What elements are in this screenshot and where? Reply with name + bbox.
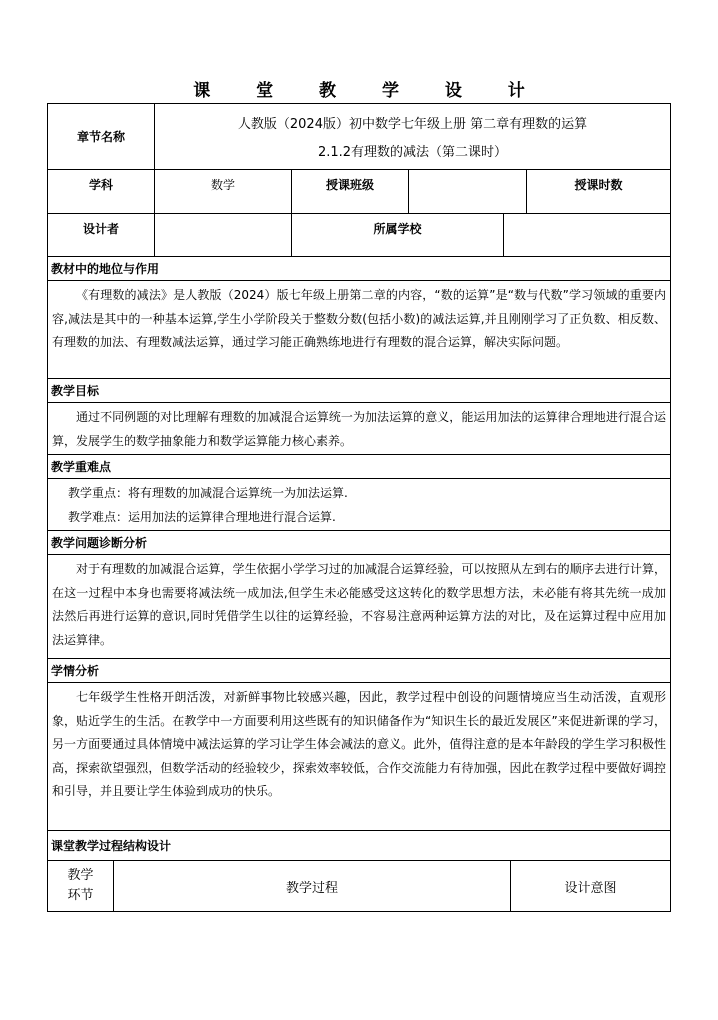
subject-value: 数学 bbox=[155, 170, 292, 213]
position-body bbox=[48, 281, 670, 379]
school-label: 所属学校 bbox=[292, 214, 504, 256]
students-text: 七年级学生性格开朗活泼，对新鲜事物比较感兴趣，因此，教学过程中创设的问题情境应当生动活泼，直观形象，贴近学生的生活。在教学中一方面要利用这些既有的知识储备作为“知识生长的最近发展区”来促进新课的学习，另一方面要通过具体情境中减法运算的学习让学生体会减法的意义。此外，值得注意的是本年龄段的学生学习积极性高，探索欲望强烈，但数学活动的经验较少，探索效率较低，合作交流能力有待加强，因此在教学过程中要做好调控和引导，并且要让学生体验到成功的快乐。 bbox=[52, 690, 666, 798]
designer-value bbox=[155, 214, 292, 256]
key-focus-text: 教学重点：将有理数的加减混合运算统一为加法运算. bbox=[68, 486, 348, 500]
key-difficulty-text: 教学难点：运用加法的运算律合理地进行混合运算. bbox=[68, 509, 336, 524]
class-label: 授课班级 bbox=[292, 170, 409, 213]
process-heading: 课堂教学过程结构设计 bbox=[48, 831, 670, 861]
position-heading: 教材中的地位与作用 bbox=[48, 257, 670, 281]
goals-heading: 教学目标 bbox=[48, 379, 670, 403]
class-value bbox=[409, 170, 527, 213]
key-points-body bbox=[48, 479, 670, 531]
diagnosis-heading: 教学问题诊断分析 bbox=[48, 531, 670, 555]
school-value bbox=[504, 214, 670, 256]
chapter-line-1: 人教版（2024版）初中数学七年级上册 第二章有理数的运算 bbox=[237, 116, 588, 132]
chapter-label: 章节名称 bbox=[48, 104, 155, 169]
chapter-row bbox=[48, 104, 670, 170]
goals-body bbox=[48, 403, 670, 455]
key-points-heading: 教学重难点 bbox=[48, 455, 670, 479]
chapter-value bbox=[155, 104, 670, 169]
goals-text: 通过不同例题的对比理解有理数的加减混合运算统一为加法运算的意义，能运用加法的运算律合理地进行混合运算，发展学生的数学抽象能力和数学运算能力核心素养。 bbox=[52, 410, 666, 448]
stage-header-line-2: 环节 bbox=[67, 888, 94, 903]
page-title: 课 堂 教 学 设 计 bbox=[193, 81, 545, 101]
designer-row bbox=[48, 214, 670, 257]
students-body bbox=[48, 683, 670, 831]
subject-row bbox=[48, 170, 670, 214]
position-text: 《有理数的减法》是人教版（2024）版七年级上册第二章的内容，“数的运算”是“数与代数”学习领域的重要内容,减法是其中的一种基本运算,学生小学阶段关于整数分数(包括小数)的减法运算,并且刚刚学习了正负数、相反数、有理数的加法、有理数减法运算，通过学习能正确熟练地进行有理数的混合运算，解决实际问题。 bbox=[52, 288, 666, 349]
intent-column-header: 设计意图 bbox=[564, 880, 617, 896]
stage-column-header bbox=[48, 861, 114, 911]
process-column-header: 教学过程 bbox=[114, 861, 511, 911]
designer-label: 设计者 bbox=[48, 214, 155, 256]
diagnosis-text: 对于有理数的加减混合运算，学生依据小学学习过的加减混合运算经验，可以按照从左到右的顺序去进行计算，在这一过程中本身也需要将减法统一成加法,但学生未必能感受这这转化的数学思想方法，未必能有将其先统一成加法然后再进行运算的意识,同时凭借学生以往的运算经验，不容易注意两种运算方法的对比，及在运算过程中应用加法运算律。 bbox=[52, 562, 666, 647]
process-header-row bbox=[48, 861, 670, 911]
lesson-plan-table bbox=[47, 103, 671, 912]
hours-label: 授课时数 bbox=[574, 178, 623, 192]
chapter-line-2: 2.1.2有理数的减法（第二课时） bbox=[317, 145, 508, 161]
subject-label: 学科 bbox=[48, 170, 155, 213]
students-heading: 学情分析 bbox=[48, 659, 670, 683]
stage-header-line-1: 教学 bbox=[67, 868, 94, 883]
diagnosis-body bbox=[48, 555, 670, 659]
